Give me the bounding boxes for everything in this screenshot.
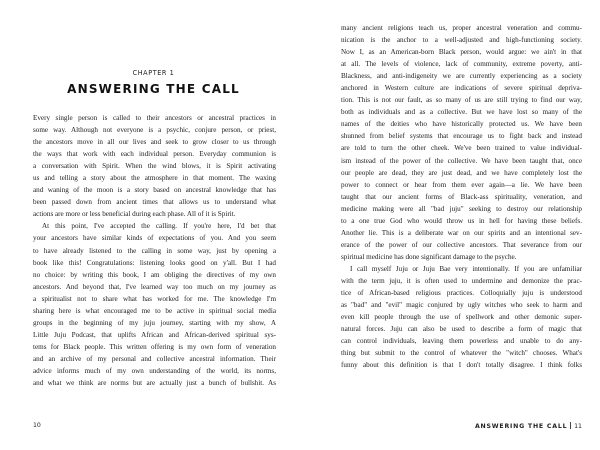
body-line: and an archive of my personal and collective ancestral information. Their	[33, 354, 276, 363]
left-page-number: 10	[33, 422, 41, 429]
body-line: power to connect or hear from them ever again—a lie. We have been	[341, 180, 582, 189]
body-line: advice informs much of my own understanding of the world, its norms,	[33, 366, 276, 375]
chapter-heading	[32, 68, 275, 96]
body-line: Another lie. This is a deliberate war on our spirits and an intentional sev-	[341, 228, 582, 237]
body-line: sharing here is what encouraged me to be active in spiritual social media	[33, 306, 276, 315]
body-line: At this point, I've accepted the calling. If you're here, I'd bet that	[42, 222, 276, 231]
right-body-text	[341, 22, 582, 371]
body-line: been passed down from ancient times that allows us to understand what	[33, 198, 276, 207]
right-folio	[475, 422, 582, 430]
body-line: are told to turn the other cheek. We've been trained to value individual-	[341, 144, 582, 153]
body-line: the ancestors move in all our lives and seek to grow closer to us through	[33, 138, 276, 147]
body-line: anchored in Western culture are indications of severe spiritual depriva-	[341, 84, 582, 93]
body-line: I call myself Juju or Juju Bae very intentionally. If you are unfamiliar	[350, 264, 582, 273]
body-line: tems for Black people. This written offering is my own form of veneration	[33, 342, 276, 351]
running-head: ANSWERING THE CALL	[474, 423, 568, 430]
body-line: book like this! Congratulations: listening looks good on y'all. But I had	[33, 258, 276, 267]
body-line: both as individuals and as a collective. But we have lost so many of the	[341, 108, 582, 117]
body-line: shunned from belief systems that encourage us to fight back and instead	[341, 132, 582, 141]
body-line: ancestors. And beyond that, I've learned way too much on my journey as	[33, 282, 276, 291]
body-line: a conversation with Spirit. When the wind blows, it is Spirit activating	[33, 162, 276, 171]
body-line: tice of African-based religious practices. Colloquially juju is understood	[341, 289, 582, 298]
right-page	[300, 0, 600, 450]
body-line: erance of the power of our collective ancestors. That severance from our	[341, 240, 582, 249]
body-line: the ways that work with each individual person. Everyday communion is	[33, 150, 276, 159]
body-line: funny about this definition is that I don't totally disagree. I think folks	[341, 361, 582, 370]
chapter-label: CHAPTER 1	[132, 68, 175, 77]
body-line: Now I, as an American-born Black person, would argue: we ain't in that	[341, 48, 582, 57]
body-line: Every single person is called to their ancestors or ancestral practices in	[33, 114, 276, 122]
chapter-title: ANSWERING THE CALL	[67, 82, 240, 96]
left-body-text	[33, 112, 276, 389]
body-line: at all. The levels of violence, lack of community, extreme poverty, anti-	[341, 60, 582, 69]
body-line: Little Juju Podcast, that uplifts African and African-derived spiritual sys-	[33, 330, 276, 339]
body-line: tion. This is not our fault, as so many of us are still trying to find our way,	[341, 96, 582, 105]
body-line: natural forces. Juju can also be used to describe a form of magic that	[341, 325, 582, 334]
body-line: spiritual medicine has done significant damage to the psyche.	[341, 252, 517, 261]
body-line: and what we think are norms but are actually just a bunch of bullshit. As	[33, 379, 276, 388]
body-line: with the term juju, it is often used to undermine and demonize the prac-	[341, 276, 582, 285]
body-line: Blackness, and anti-indigeneity we are currently experiencing as a society	[341, 72, 582, 81]
body-line: us and telling a story about the atmosphere in that moment. The waxing	[33, 174, 276, 183]
body-line: our people are dead, they are just dead, and we have completely lost the	[341, 168, 582, 177]
body-line: your ancestors have similar kinds of expectations of you. And you seem	[33, 234, 276, 243]
folio-divider	[570, 422, 571, 429]
body-line: and waning of the moon is a story based on ancestral knowledge that has	[33, 186, 276, 195]
body-line: taught that our ancient forms of Black-ass spirituality, veneration, and	[341, 192, 582, 201]
body-line: medicine making were all "bad juju" seeking to destroy our relationship	[341, 204, 582, 213]
body-line: groups in the beginning of my juju journey, starting with my show, A	[33, 318, 276, 327]
body-line: actions are more or less beneficial during each phase. All of it is Spirit.	[33, 210, 236, 219]
right-page-number: 11	[574, 423, 582, 430]
body-line: many ancient religions teach us, proper ancestral veneration and commu-	[341, 24, 582, 32]
body-line: some way. Although not everyone is a psychic, conjure person, or priest,	[33, 126, 276, 135]
body-line: to a one true God who would throw us in hell for having these beliefs.	[341, 216, 582, 225]
body-line: names of the deities who have historically protected us. We have been	[341, 120, 582, 129]
body-line: thing but submit to the control of whatever the "witch" chooses. What's	[341, 349, 582, 358]
body-line: can control individuals, leaving them powerless and unable to do any-	[341, 337, 582, 346]
body-line: even kill people through the use of spellwork and other demonic super-	[341, 313, 582, 322]
body-line: a spiritualist not to share what has worked for me. The knowledge I'm	[33, 294, 276, 303]
body-line: no choice: by writing this book, I am obliging the directives of my own	[33, 270, 276, 279]
body-line: nication is the anchor to a well-adjusted and high-functioning society.	[341, 36, 582, 45]
body-line: ism instead of the power of the collective. We have been taught that, once	[341, 156, 582, 165]
body-line: as "bad" and "evil" magic conjured by ugly witches who seek to harm and	[341, 301, 582, 310]
body-line: to have already listened to the calling in some way, just by opening a	[33, 246, 276, 255]
